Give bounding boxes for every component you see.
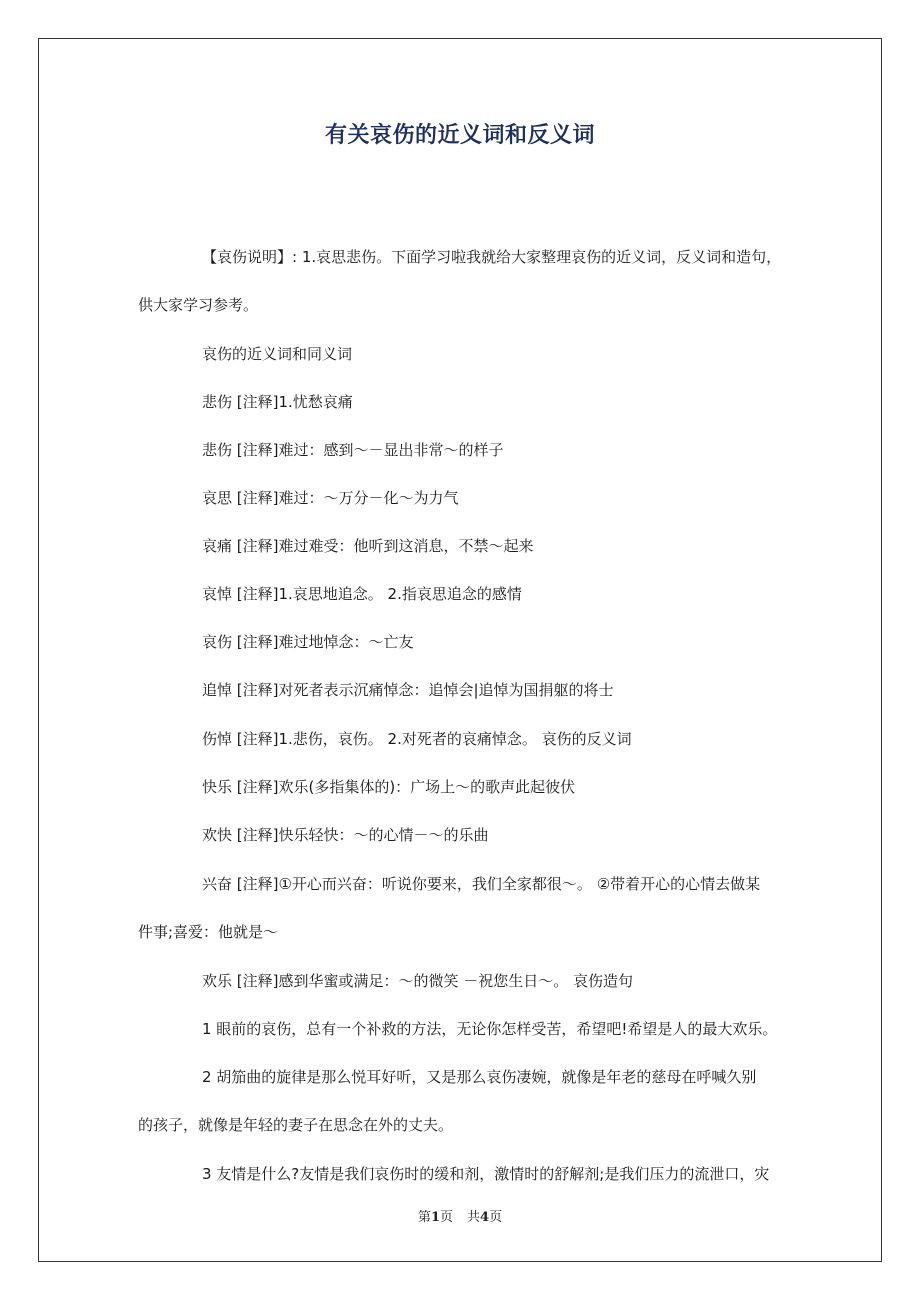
paragraph-line: 【哀伤说明】: 1.哀思悲伤。下面学习啦我就给大家整理哀伤的近义词，反义词和造句， <box>202 248 782 266</box>
footer-prefix: 第 <box>417 1210 431 1225</box>
entry-line: 哀痛 [注释]难过难受：他听到这消息，不禁～起来 <box>202 537 534 555</box>
footer-total-prefix: 共 <box>467 1210 481 1225</box>
entry-line: 追悼 [注释]对死者表示沉痛悼念：追悼会|追悼为国捐躯的将士 <box>202 681 614 699</box>
section-heading-synonyms: 哀伤的近义词和同义词 <box>202 345 353 363</box>
entry-line: 悲伤 [注释]难过：感到～－显出非常～的样子 <box>202 441 504 459</box>
entry-line: 伤悼 [注释]1.悲伤，哀伤。 2.对死者的哀痛悼念。 哀伤的反义词 <box>202 730 632 748</box>
entry-line: 快乐 [注释]欢乐(多指集体的)：广场上～的歌声此起彼伏 <box>202 778 576 796</box>
entry-line: 兴奋 [注释]①开心而兴奋：听说你要来，我们全家都很～。 ②带着开心的心情去做某 <box>202 875 761 893</box>
entry-line: 欢快 [注释]快乐轻快：～的心情－～的乐曲 <box>202 826 489 844</box>
footer-total-suffix: 页 <box>489 1210 503 1225</box>
entry-line: 悲伤 [注释]1.忧愁哀痛 <box>202 393 353 411</box>
entry-line: 哀思 [注释]难过：～万分－化～为力气 <box>202 489 459 507</box>
paragraph-line: 供大家学习参考。 <box>138 296 259 314</box>
page-footer <box>0 1206 920 1225</box>
sentence-line: 3 友情是什么?友情是我们哀伤时的缓和剂，激情时的舒解剂;是我们压力的流泄口，灾 <box>202 1165 770 1183</box>
sentence-line: 的孩子，就像是年轻的妻子在思念在外的丈夫。 <box>138 1116 454 1134</box>
footer-total-pages: 4 <box>480 1210 490 1225</box>
entry-line: 欢乐 [注释]感到华蜜或满足：～的微笑 －祝您生日～。 哀伤造句 <box>202 972 634 990</box>
entry-line: 哀伤 [注释]难过地悼念：～亡友 <box>202 633 414 651</box>
sentence-line: 1 眼前的哀伤，总有一个补救的方法，无论你怎样受苦，希望吧!希望是人的最大欢乐。 <box>202 1020 778 1038</box>
footer-page-suffix: 页 <box>439 1210 453 1225</box>
footer-page-number: 1 <box>430 1210 440 1225</box>
entry-line: 件事;喜爱：他就是～ <box>138 923 279 941</box>
sentence-line: 2 胡笳曲的旋律是那么悦耳好听，又是那么哀伤凄婉，就像是年老的慈母在呼喊久别 <box>202 1068 757 1086</box>
entry-line: 哀悼 [注释]1.哀思地追念。 2.指哀思追念的感情 <box>202 585 522 603</box>
document-title: 有关哀伤的近义词和反义词 <box>324 123 595 148</box>
